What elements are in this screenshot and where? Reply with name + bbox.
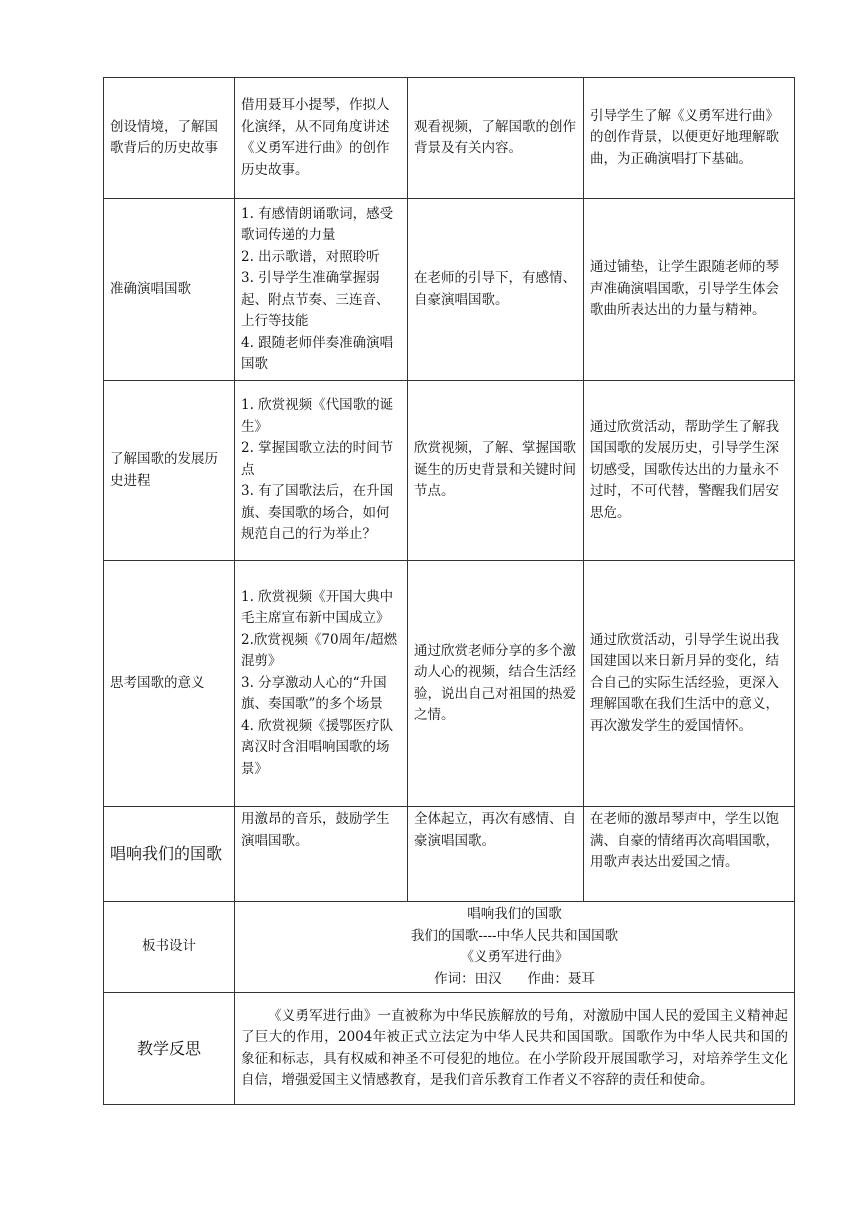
reflection-row [104,993,795,1105]
teacher-activity-item: 4. 跟随老师伴奏准确演唱国歌 [241,334,394,372]
stage-cell: 思考国歌的意义 [104,561,235,807]
table-row [104,199,795,381]
stage-cell: 创设情境，了解国歌背后的历史故事 [104,78,235,199]
design-intent-cell: 在老师的激昂琴声中，学生以饱满、自豪的情绪再次高唱国歌，用歌声表达出爱国之情。 [584,807,795,902]
board-design-label: 板书设计 [104,902,235,993]
design-intent-cell: 通过欣赏活动，引导学生说出我国建国以来日新月异的变化，结合自己的实际生活经验，更深入理解国歌在我们生活中的意义，再次激发学生的爱国情怀。 [584,561,795,807]
teacher-activity-item: 用激昂的音乐，鼓励学生演唱国歌。 [241,811,390,849]
student-activity-cell: 通过欣赏老师分享的多个激动人心的视频，结合生活经验，说出自己对祖国的热爱之情。 [408,561,584,807]
student-activity-cell: 在老师的引导下，有感情、自豪演唱国歌。 [408,199,584,381]
design-intent-cell: 通过欣赏活动，帮助学生了解我国国歌的发展历史，引导学生深切感受，国歌传达出的力量永不过时，不可代替，警醒我们居安思危。 [584,381,795,561]
teacher-activity-item: 2. 掌握国歌立法的时间节点 [241,440,394,478]
stage-cell: 了解国歌的发展历史进程 [104,381,235,561]
teacher-activity-item: 2.欣赏视频《70周年/超燃混剪》 [241,631,398,670]
teacher-activity-cell [235,199,408,381]
table-row [104,807,795,902]
teacher-activity-item: 1. 有感情朗诵歌词，感受歌词传递的力量 [241,205,394,243]
teacher-activity-item: 4. 欣赏视频《援鄂医疗队离汉时含泪唱响国歌的场景》 [241,717,394,777]
teacher-activity-item: 1. 欣赏视频《代国歌的诞生》 [241,397,394,435]
teacher-activity-item: 3. 有了国歌法后，在升国旗、奏国歌的场合，如何规范自己的行为举止？ [241,483,394,543]
teacher-activity-item: 2. 出示歌谱，对照聆听 [241,248,380,265]
lesson-plan-table [103,77,795,1105]
stage-cell: 唱响我们的国歌 [104,807,235,902]
table-row [104,561,795,807]
design-intent-cell: 通过铺垫，让学生跟随老师的琴声准确演唱国歌，引导学生体会歌曲所表达出的力量与精神。 [584,199,795,381]
teacher-activity-item: 3. 引导学生准确掌握弱起、附点节奏、三连音、上行等技能 [241,270,390,329]
teacher-activity-item: 借用聂耳小提琴，作拟人化演绎，从不同角度讲述《义勇军进行曲》的创作历史故事。 [241,97,390,178]
student-activity-cell: 全体起立，再次有感情、自豪演唱国歌。 [408,807,584,902]
teacher-activity-cell [235,561,408,807]
student-activity-cell: 观看视频，了解国歌的创作背景及有关内容。 [408,78,584,199]
stage-cell: 准确演唱国歌 [104,199,235,381]
board-design-content [235,902,795,993]
teacher-activity-item: 3. 分享激动人心的“升国旗、奏国歌”的多个场景 [241,674,387,713]
table-row [104,381,795,561]
teacher-activity-cell [235,381,408,561]
board-line: 唱响我们的国歌 [467,906,562,922]
reflection-label: 教学反思 [104,993,235,1105]
board-design-row [104,902,795,993]
board-line: 作词：田汉 作曲：聂耳 [434,970,595,987]
table-row [104,78,795,199]
teacher-activity-item: 1. 欣赏视频《开国大典中毛主席宣布新中国成立》 [241,588,394,627]
design-intent-cell: 引导学生了解《义勇军进行曲》的创作背景，以便更好地理解歌曲，为正确演唱打下基础。 [584,78,795,199]
reflection-text: 《义勇军进行曲》一直被称为中华民族解放的号角，对激励中国人民的爱国主义精神起了巨大的作用，2004年被正式立法定为中华人民共和国国歌。国歌作为中华人民共和国的象征和标志，具有权威和神圣不可侵犯的地位。在小学阶段开展国歌学习，对培养学生文化自信，增强爱国主义情感教育，是我们音乐教育工作者义不容辞的责任和使命。 [235,993,795,1105]
teacher-activity-cell [235,78,408,199]
board-line: 我们的国歌----中华人民共和国国歌 [410,927,619,944]
student-activity-cell: 欣赏视频，了解、掌握国歌诞生的历史背景和关键时间节点。 [408,381,584,561]
teacher-activity-cell [235,807,408,902]
board-line: 《义勇军进行曲》 [460,949,569,965]
